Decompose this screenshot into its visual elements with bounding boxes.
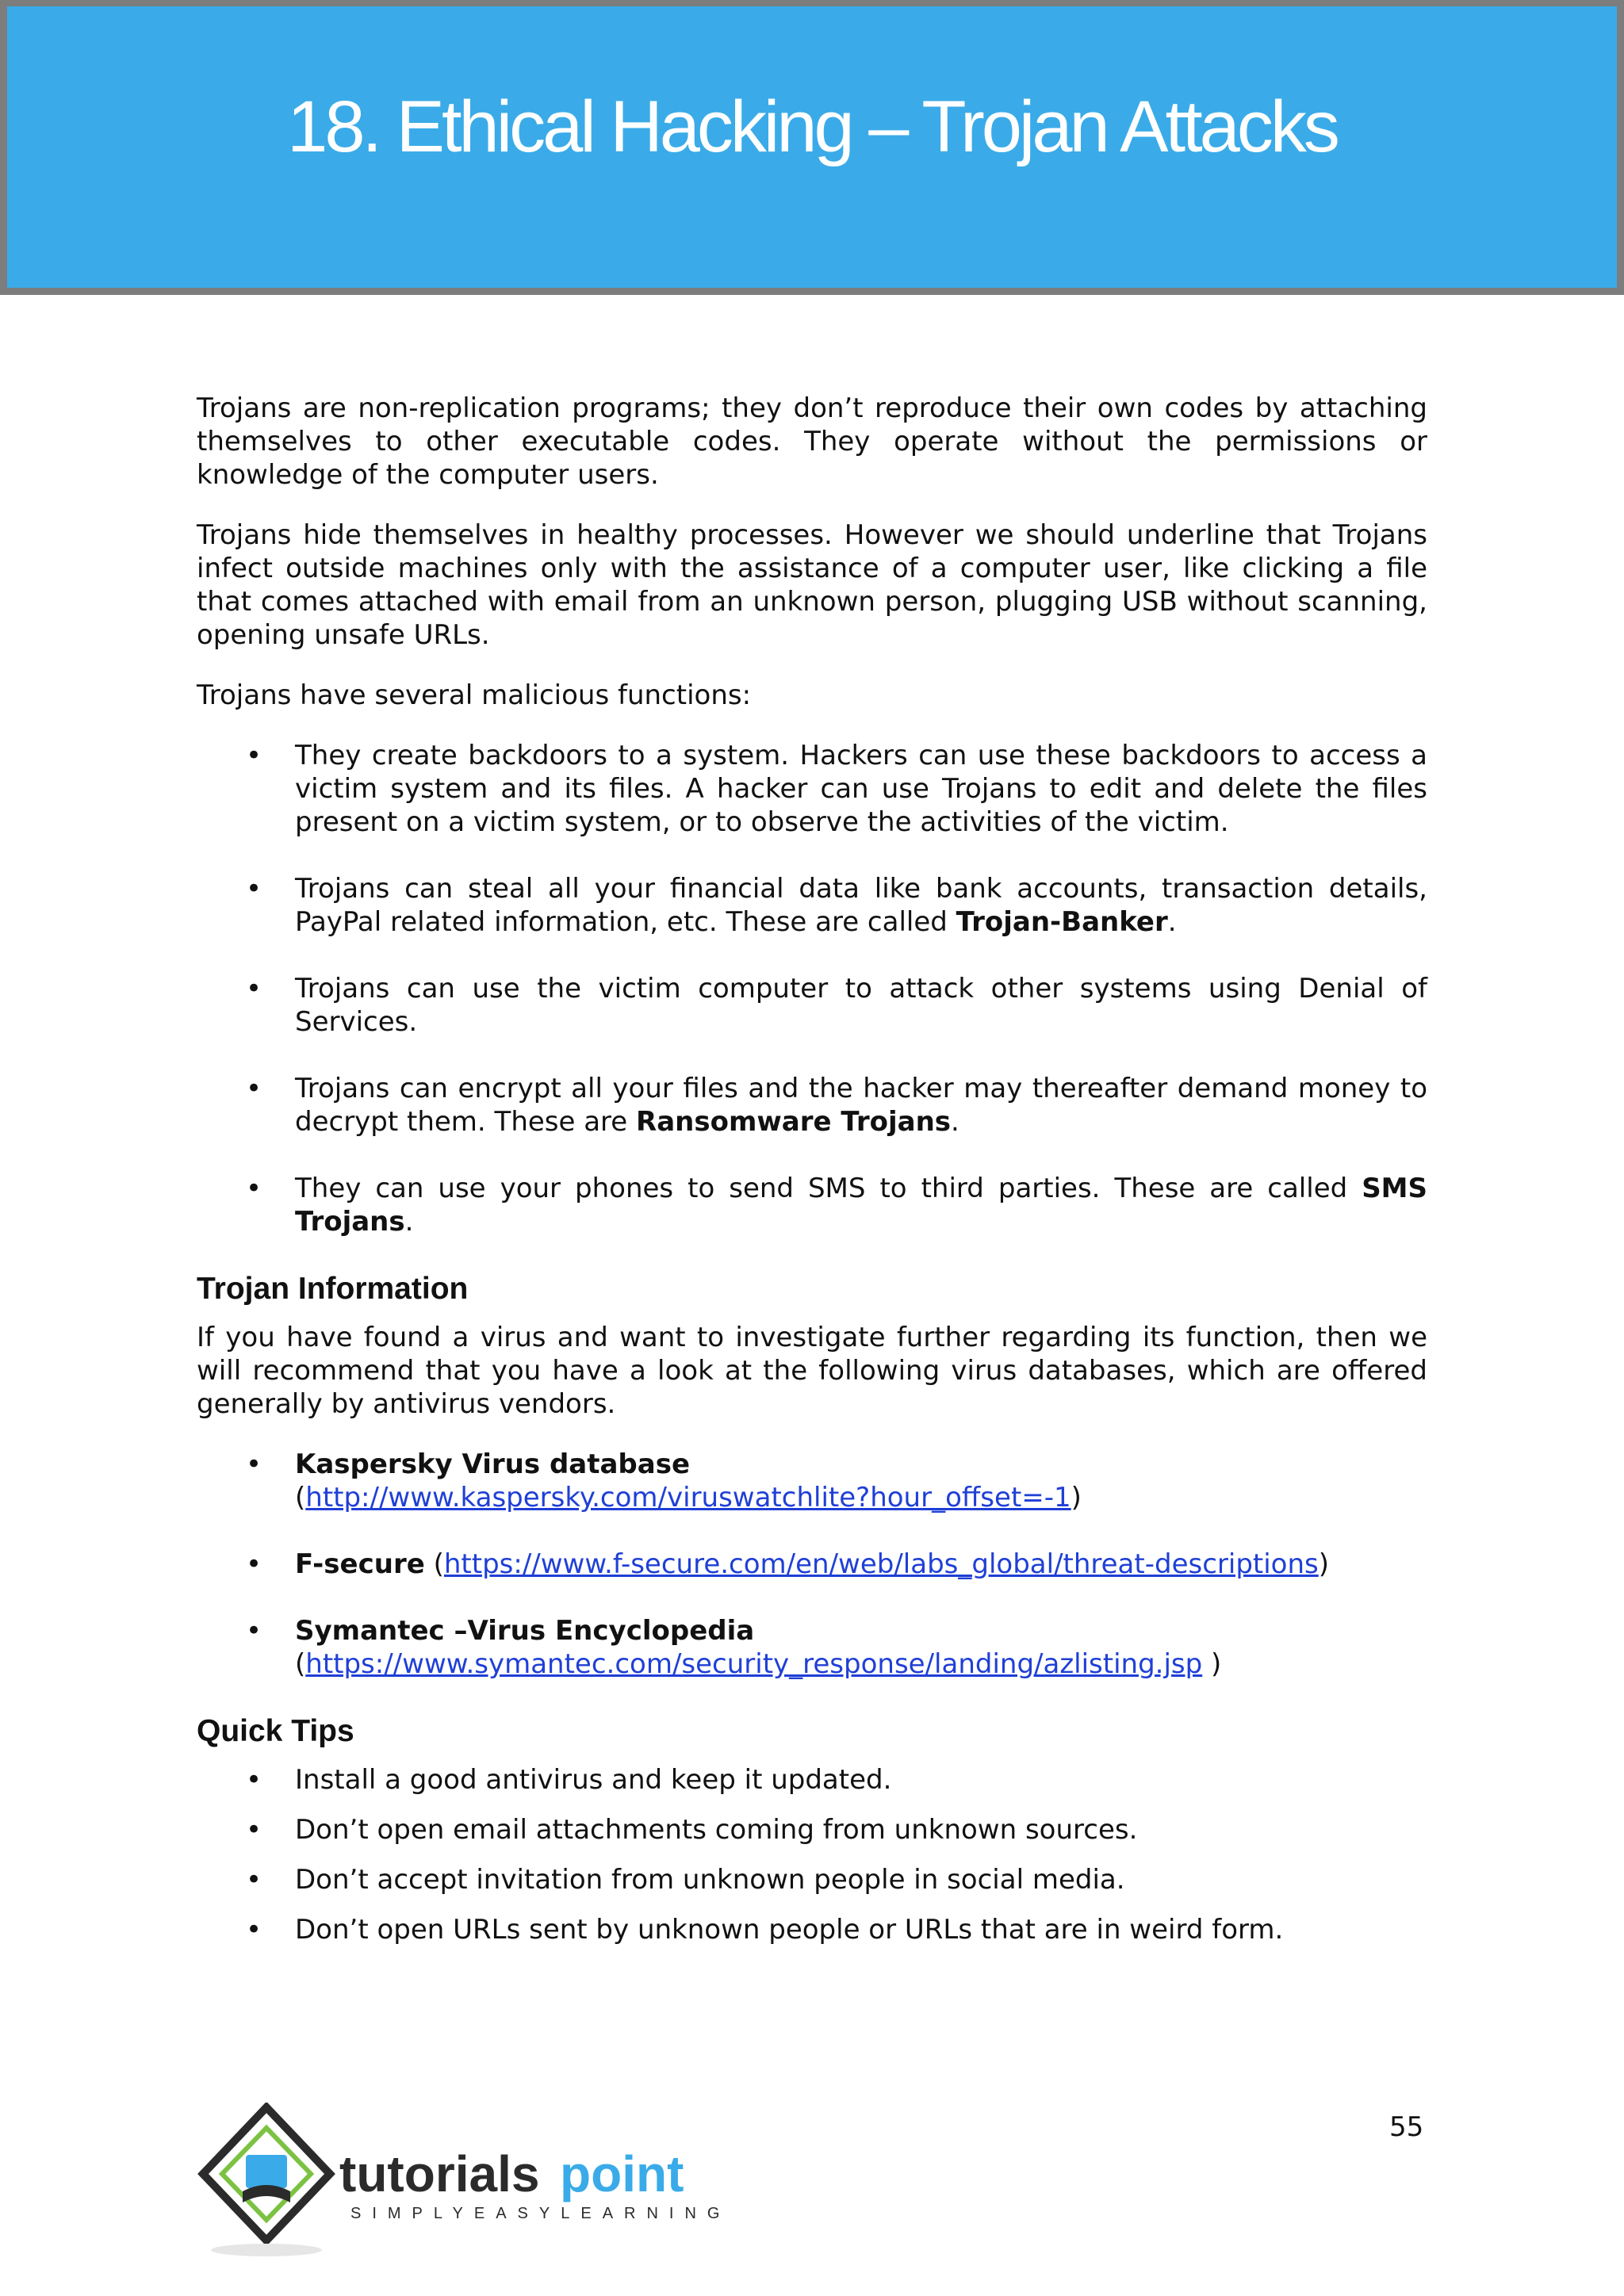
page-content xyxy=(197,392,1427,1963)
bullet-icon: • xyxy=(246,973,262,1004)
list-item-text: Don’t open email attachments coming from unknown sources. xyxy=(295,1814,1138,1846)
intro-paragraph-1: Trojans are non-replication programs; they don’t reproduce their own codes by attaching themselves to other executable codes. They operate without the permissions or knowledge of the computer users. xyxy=(197,392,1427,491)
bullet-icon: • xyxy=(246,1615,262,1647)
database-name: Kaspersky Virus database xyxy=(295,1448,691,1480)
symantec-link[interactable]: https://www.symantec.com/security_response/landing/azlisting.jsp xyxy=(305,1648,1203,1680)
tutorialspoint-logo-icon xyxy=(195,2103,718,2261)
bullet-icon: • xyxy=(246,1814,262,1846)
chapter-title: 18. Ethical Hacking – Trojan Attacks xyxy=(287,86,1337,167)
list-item xyxy=(197,1863,1427,1896)
list-item xyxy=(197,1072,1427,1138)
list-item xyxy=(197,1614,1427,1681)
paren-close: ) xyxy=(1318,1548,1330,1580)
chapter-banner xyxy=(0,0,1624,295)
paren-close: ) xyxy=(1071,1482,1082,1513)
list-item-bold-term: SMS Trojans xyxy=(295,1173,1427,1238)
list-item xyxy=(197,1172,1427,1238)
list-item-bold-term: Ransomware Trojans xyxy=(636,1106,952,1138)
list-item-punctuation: . xyxy=(404,1206,414,1238)
list-item xyxy=(197,1813,1427,1846)
list-item-text: Install a good antivirus and keep it updated. xyxy=(295,1764,892,1796)
bullet-icon: • xyxy=(246,1764,262,1796)
list-item-text: Trojans can use the victim computer to attack other systems using Denial of Services. xyxy=(295,973,1427,1038)
database-name: Symantec –Virus Encyclopedia xyxy=(295,1615,755,1647)
intro-paragraph-3: Trojans have several malicious functions: xyxy=(197,679,752,711)
svg-text:tutorials: tutorials xyxy=(339,2145,540,2202)
bullet-icon: • xyxy=(246,1073,262,1104)
bullet-icon: • xyxy=(246,1173,262,1204)
database-name: F-secure xyxy=(295,1548,425,1580)
quick-tips-list xyxy=(197,1763,1427,1946)
list-item-punctuation: . xyxy=(951,1106,959,1138)
paren-open: ( xyxy=(295,1482,306,1513)
list-item xyxy=(197,1913,1427,1946)
list-item-text: Don’t open URLs sent by unknown people or URLs that are in weird form. xyxy=(295,1914,1284,1946)
kaspersky-link[interactable]: http://www.kaspersky.com/viruswatchlite?hour_offset=-1 xyxy=(305,1482,1071,1513)
quick-tips-heading: Quick Tips xyxy=(197,1714,354,1748)
intro-paragraph-2: Trojans hide themselves in healthy processes. However we should underline that Trojans infect outside machines only with the assistance of a computer user, like clicking a file that comes attached with email from an unknown person, plugging USB without scanning, opening unsafe URLs. xyxy=(197,519,1427,651)
trojan-information-paragraph: If you have found a virus and want to investigate further regarding its function, then we will recommend that you have a look at the following virus databases, which are offered generally by antivirus vendors. xyxy=(197,1322,1427,1420)
list-item xyxy=(197,1448,1427,1514)
bullet-icon: • xyxy=(246,1864,262,1896)
tutorialspoint-logo xyxy=(195,2103,718,2264)
list-item xyxy=(197,1763,1427,1797)
list-item-text: Don’t accept invitation from unknown people in social media. xyxy=(295,1864,1125,1896)
svg-text:SIMPLYEASYLEARNING: SIMPLYEASYLEARNING xyxy=(350,2205,718,2222)
bullet-icon: • xyxy=(246,1448,262,1480)
bullet-icon: • xyxy=(246,1914,262,1946)
list-item xyxy=(197,972,1427,1039)
page-number: 55 xyxy=(1389,2111,1424,2143)
fsecure-link[interactable]: https://www.f-secure.com/en/web/labs_global/threat-descriptions xyxy=(443,1548,1319,1580)
malicious-functions-list xyxy=(197,739,1427,1238)
bullet-icon: • xyxy=(246,873,262,905)
list-item-text: Trojans can encrypt all your files and the hacker may thereafter demand money to decrypt them. These are xyxy=(295,1073,1427,1138)
virus-databases-list xyxy=(197,1448,1427,1681)
list-item-bold-term: Trojan-Banker xyxy=(956,906,1168,938)
paren-open: ( xyxy=(424,1548,444,1580)
list-item xyxy=(197,872,1427,939)
list-item-text: Trojans can steal all your financial data like bank accounts, transaction details, PayPal related information, etc. These are called xyxy=(295,873,1427,938)
list-item xyxy=(197,739,1427,839)
bullet-icon: • xyxy=(246,1548,262,1580)
paren-open: ( xyxy=(295,1648,306,1680)
bullet-icon: • xyxy=(246,740,262,771)
list-item-punctuation: . xyxy=(1167,906,1177,938)
list-item-text: They can use your phones to send SMS to third parties. These are called xyxy=(295,1173,1362,1204)
list-item-text: They create backdoors to a system. Hackers can use these backdoors to access a victim system and its files. A hacker can use Trojans to edit and delete the files present on a victim system, or to observe the activities of the victim. xyxy=(295,740,1427,838)
svg-text:point: point xyxy=(560,2145,684,2202)
paren-close: ) xyxy=(1202,1648,1222,1680)
list-item xyxy=(197,1548,1427,1581)
trojan-information-heading: Trojan Information xyxy=(197,1272,469,1306)
